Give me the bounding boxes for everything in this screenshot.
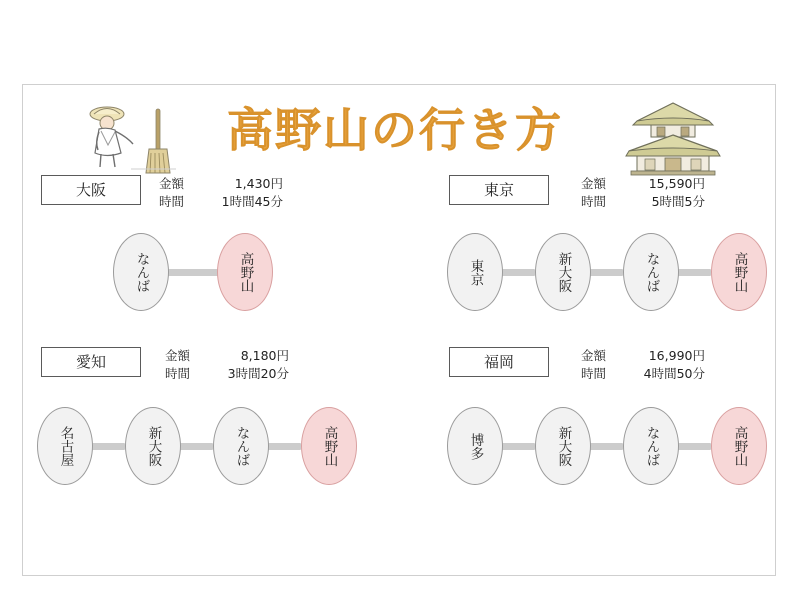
station-name: 新大阪 xyxy=(555,425,572,467)
station-node xyxy=(213,407,269,485)
station-name: 博多 xyxy=(467,432,484,460)
station-name: 東京 xyxy=(467,258,484,286)
station-chain-aichi xyxy=(37,405,377,489)
station-node-destination xyxy=(301,407,357,485)
time-value: 4時間50分 xyxy=(643,366,705,381)
station-node-destination xyxy=(711,233,767,311)
page-title: 高野山の行き方 xyxy=(227,103,563,157)
station-node xyxy=(623,233,679,311)
time-label: 時間 xyxy=(581,366,607,381)
fare-value: 8,180円 xyxy=(240,348,289,363)
station-chain-tokyo xyxy=(447,231,767,315)
station-name: 高野山 xyxy=(321,425,338,467)
fare-value: 15,590円 xyxy=(648,176,705,191)
station-name: 新大阪 xyxy=(555,251,572,293)
station-node-destination xyxy=(711,407,767,485)
station-chain-osaka xyxy=(113,231,303,315)
fare-label: 金額 xyxy=(159,176,185,191)
time-value: 3時間20分 xyxy=(227,366,289,381)
slide-header xyxy=(23,91,775,177)
station-name: 高野山 xyxy=(731,251,748,293)
time-label: 時間 xyxy=(159,194,185,209)
fare-label: 金額 xyxy=(581,348,607,363)
route-aichi xyxy=(23,347,403,497)
station-node xyxy=(125,407,181,485)
station-node xyxy=(535,233,591,311)
station-chain-fukuoka xyxy=(447,405,767,489)
time-label: 時間 xyxy=(165,366,191,381)
station-name: 新大阪 xyxy=(145,425,162,467)
origin-label-osaka: 大阪 xyxy=(41,175,141,205)
monk-sweeping-icon xyxy=(71,97,181,177)
route-meta-osaka xyxy=(159,175,283,211)
fare-value: 1,430円 xyxy=(234,176,283,191)
station-name: なんば xyxy=(643,425,660,467)
route-meta-fukuoka xyxy=(581,347,705,383)
fare-label: 金額 xyxy=(581,176,607,191)
slide-card xyxy=(22,84,776,576)
origin-label-aichi: 愛知 xyxy=(41,347,141,377)
station-name: なんば xyxy=(133,251,150,293)
station-name: 名古屋 xyxy=(57,425,74,467)
station-node xyxy=(447,233,503,311)
origin-label-tokyo: 東京 xyxy=(449,175,549,205)
route-tokyo xyxy=(425,175,775,315)
station-name: なんば xyxy=(233,425,250,467)
route-meta-aichi xyxy=(165,347,289,383)
station-node xyxy=(37,407,93,485)
time-label: 時間 xyxy=(581,194,607,209)
fare-label: 金額 xyxy=(165,348,191,363)
route-osaka xyxy=(23,175,403,315)
station-name: 高野山 xyxy=(731,425,748,467)
station-node xyxy=(535,407,591,485)
station-node xyxy=(113,233,169,311)
station-node xyxy=(447,407,503,485)
route-meta-tokyo xyxy=(581,175,705,211)
station-node xyxy=(623,407,679,485)
station-node-destination xyxy=(217,233,273,311)
route-fukuoka xyxy=(425,347,775,497)
fare-value: 16,990円 xyxy=(648,348,705,363)
time-value: 5時間5分 xyxy=(651,194,705,209)
station-name: 高野山 xyxy=(237,251,254,293)
station-name: なんば xyxy=(643,251,660,293)
time-value: 1時間45分 xyxy=(221,194,283,209)
temple-icon xyxy=(623,99,723,177)
chain-link xyxy=(163,269,223,276)
origin-label-fukuoka: 福岡 xyxy=(449,347,549,377)
